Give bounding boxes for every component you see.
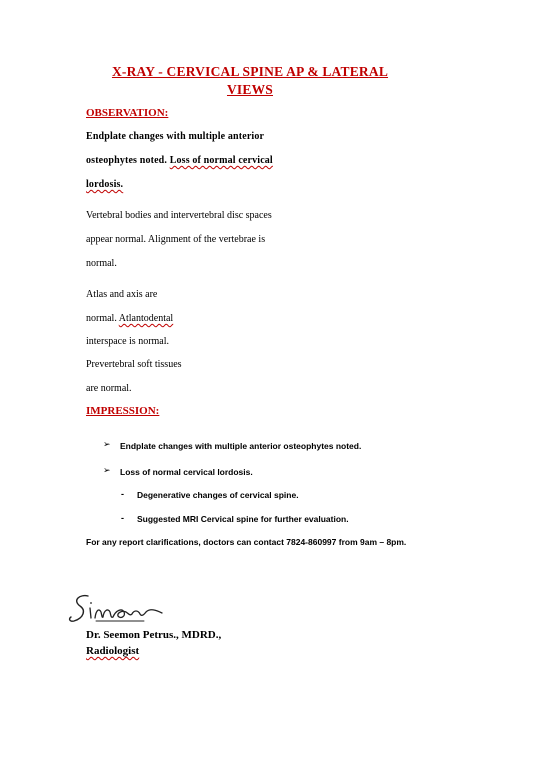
title-line-1: X-RAY - CERVICAL SPINE AP & LATERAL bbox=[111, 64, 389, 79]
report-title bbox=[60, 63, 440, 99]
impression-item-2: Loss of normal cervical lordosis. bbox=[120, 467, 253, 477]
contact-line: For any report clarifications, doctors can contact 7824-860997 from 9am – 8pm. bbox=[86, 537, 407, 547]
sub-item-2: Suggested MRI Cervical spine for further evaluation. bbox=[137, 514, 349, 524]
dash-bullet-icon: - bbox=[121, 513, 124, 523]
observation-line-3 bbox=[86, 179, 123, 190]
observation-line-2-part-b: Loss of normal cervical bbox=[169, 155, 273, 166]
impression-item-1: Endplate changes with multiple anterior osteophytes noted. bbox=[120, 441, 362, 451]
arrow-bullet-icon: ➢ bbox=[103, 440, 111, 450]
dash-bullet-icon: - bbox=[121, 489, 124, 499]
para2-line-2-part-a: normal. bbox=[86, 313, 117, 324]
para1-line-3: normal. bbox=[86, 258, 117, 269]
para2-line-5: are normal. bbox=[86, 383, 132, 394]
sub-item-1: Degenerative changes of cervical spine. bbox=[137, 490, 299, 500]
para2-line-1: Atlas and axis are bbox=[86, 289, 158, 300]
para2-line-4: Prevertebral soft tissues bbox=[86, 359, 182, 370]
title-line-2: VIEWS bbox=[226, 82, 273, 97]
observation-line-2 bbox=[86, 155, 273, 166]
observation-heading: OBSERVATION: bbox=[86, 107, 169, 119]
para2-line-2 bbox=[86, 313, 173, 324]
para2-line-3: interspace is normal. bbox=[86, 336, 170, 347]
doctor-name: Dr. Seemon Petrus., MDRD., bbox=[86, 629, 222, 641]
doctor-title-text: Radiologist bbox=[86, 645, 140, 657]
observation-line-3-text: lordosis. bbox=[86, 179, 124, 190]
signature-image bbox=[66, 588, 166, 628]
observation-line-1: Endplate changes with multiple anterior bbox=[86, 131, 265, 142]
para2-line-2-part-b: Atlantodental bbox=[118, 313, 174, 324]
para1-line-1: Vertebral bodies and intervertebral disc spaces bbox=[86, 210, 272, 221]
impression-heading: IMPRESSION: bbox=[86, 405, 160, 417]
para1-line-2: appear normal. Alignment of the vertebrae is bbox=[86, 234, 266, 245]
arrow-bullet-icon: ➢ bbox=[103, 466, 111, 476]
doctor-title bbox=[86, 645, 139, 657]
observation-line-2-part-a: osteophytes noted. bbox=[86, 155, 168, 166]
